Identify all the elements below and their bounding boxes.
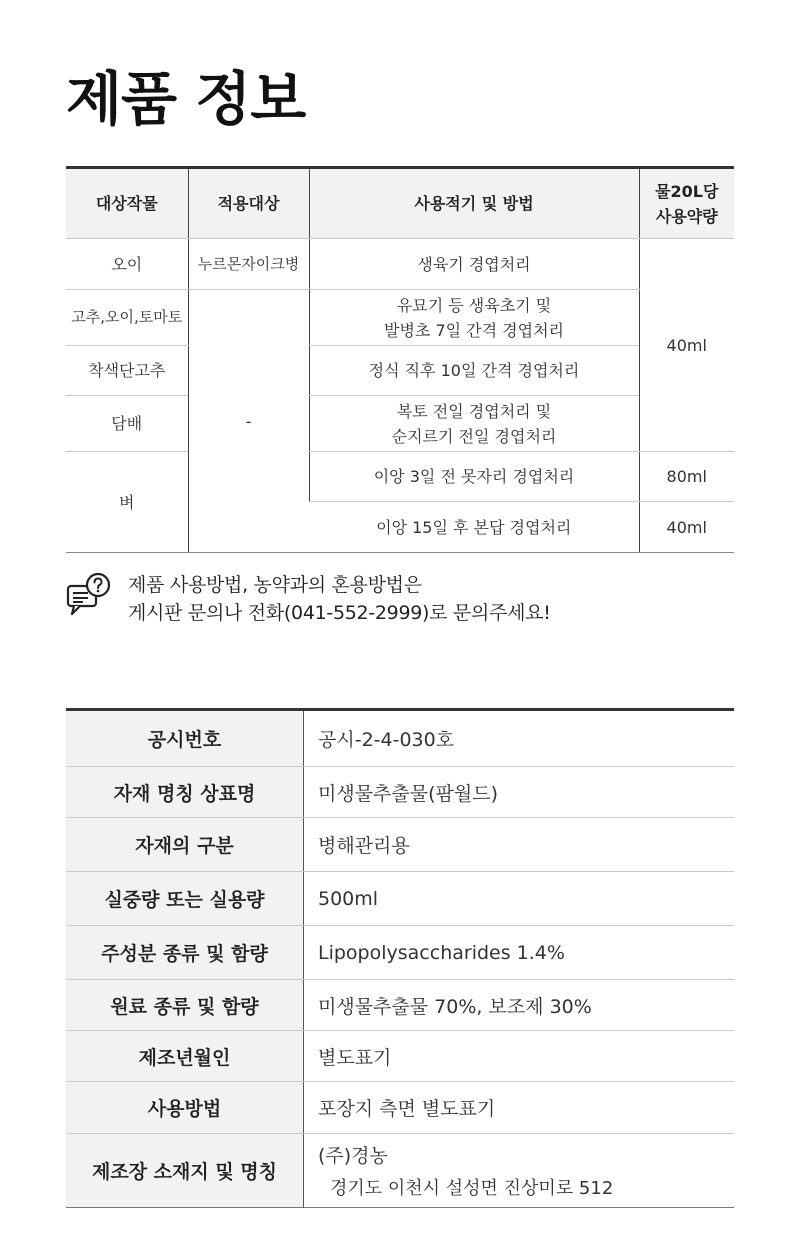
info-row [66, 980, 734, 1031]
note-line-2: 게시판 문의나 전화(041-552-2999)로 문의주세요! [128, 602, 551, 624]
info-value: 미생물추출물(팜월드) [304, 767, 735, 818]
crop-cell: 오이 [66, 239, 188, 290]
info-label: 공시번호 [66, 710, 304, 767]
page-title: 제품 정보 [66, 65, 306, 133]
info-label: 자재의 구분 [66, 818, 304, 872]
info-value: 500ml [304, 872, 735, 926]
crop-cell: 고추,오이,토마토 [66, 290, 188, 346]
header-crop: 대상작물 [66, 168, 188, 239]
info-value: Lipopolysaccharides 1.4% [304, 926, 735, 980]
method-line: 순지르기 전일 경엽처리 [391, 426, 557, 446]
method-cell: 정식 직후 10일 간격 경엽처리 [309, 346, 639, 396]
table-row [66, 239, 734, 290]
info-row [66, 872, 734, 926]
header-target: 적용대상 [188, 168, 309, 239]
target-cell: 누르몬자이크병 [188, 239, 309, 290]
info-row [66, 1082, 734, 1134]
method-cell: 생육기 경엽처리 [309, 239, 639, 290]
crop-cell: 착색단고추 [66, 346, 188, 396]
info-row [66, 710, 734, 767]
info-row [66, 818, 734, 872]
amount-cell: 80ml [639, 452, 734, 502]
usage-header-row [66, 168, 734, 239]
header-amount-line1: 물20L당 [655, 181, 719, 201]
info-row [66, 926, 734, 980]
method-line: 유묘기 등 생육초기 및 [396, 295, 552, 315]
info-row [66, 1134, 734, 1208]
product-info-table [66, 708, 734, 1208]
info-value [304, 1134, 735, 1208]
info-label: 자재 명칭 상표명 [66, 767, 304, 818]
chat-question-icon [66, 572, 114, 620]
header-method: 사용적기 및 방법 [309, 168, 639, 239]
contact-note [66, 570, 734, 630]
info-label: 제조년월인 [66, 1031, 304, 1082]
info-row [66, 767, 734, 818]
method-line: 발병초 7일 간격 경엽처리 [384, 320, 564, 340]
info-row [66, 1031, 734, 1082]
info-value: 미생물추출물 70%, 보조제 30% [304, 980, 735, 1031]
header-amount-line2: 사용약량 [655, 206, 718, 226]
header-amount [639, 168, 734, 239]
method-cell: 이앙 15일 후 본답 경엽처리 [309, 502, 639, 553]
info-label: 원료 종류 및 함량 [66, 980, 304, 1031]
table-row [66, 396, 734, 452]
amount-cell: 40ml [639, 502, 734, 553]
method-line: 복토 전일 경엽처리 및 [396, 401, 552, 421]
manufacturer-address: 경기도 이천시 설성면 진상미로 512 [330, 1178, 614, 1199]
info-label: 사용방법 [66, 1082, 304, 1134]
info-label: 실중량 또는 실용량 [66, 872, 304, 926]
method-cell [309, 290, 639, 346]
info-value: 공시-2-4-030호 [304, 710, 735, 767]
method-cell: 이앙 3일 전 못자리 경엽처리 [309, 452, 639, 502]
table-row [66, 346, 734, 396]
target-cell: - [188, 290, 309, 553]
info-label: 주성분 종류 및 함량 [66, 926, 304, 980]
table-row [66, 290, 734, 346]
note-line-1: 제품 사용방법, 농약과의 혼용방법은 [128, 574, 422, 596]
manufacturer-name: (주)경농 [318, 1145, 388, 1167]
crop-cell: 담배 [66, 396, 188, 452]
usage-table [66, 166, 734, 553]
info-value: 별도표기 [304, 1031, 735, 1082]
info-value: 병해관리용 [304, 818, 735, 872]
amount-cell: 40ml [639, 239, 734, 452]
table-row [66, 452, 734, 502]
crop-cell: 벼 [66, 452, 188, 553]
info-value: 포장지 측면 별도표기 [304, 1082, 735, 1134]
method-cell [309, 396, 639, 452]
info-label: 제조장 소재지 및 명칭 [66, 1134, 304, 1208]
